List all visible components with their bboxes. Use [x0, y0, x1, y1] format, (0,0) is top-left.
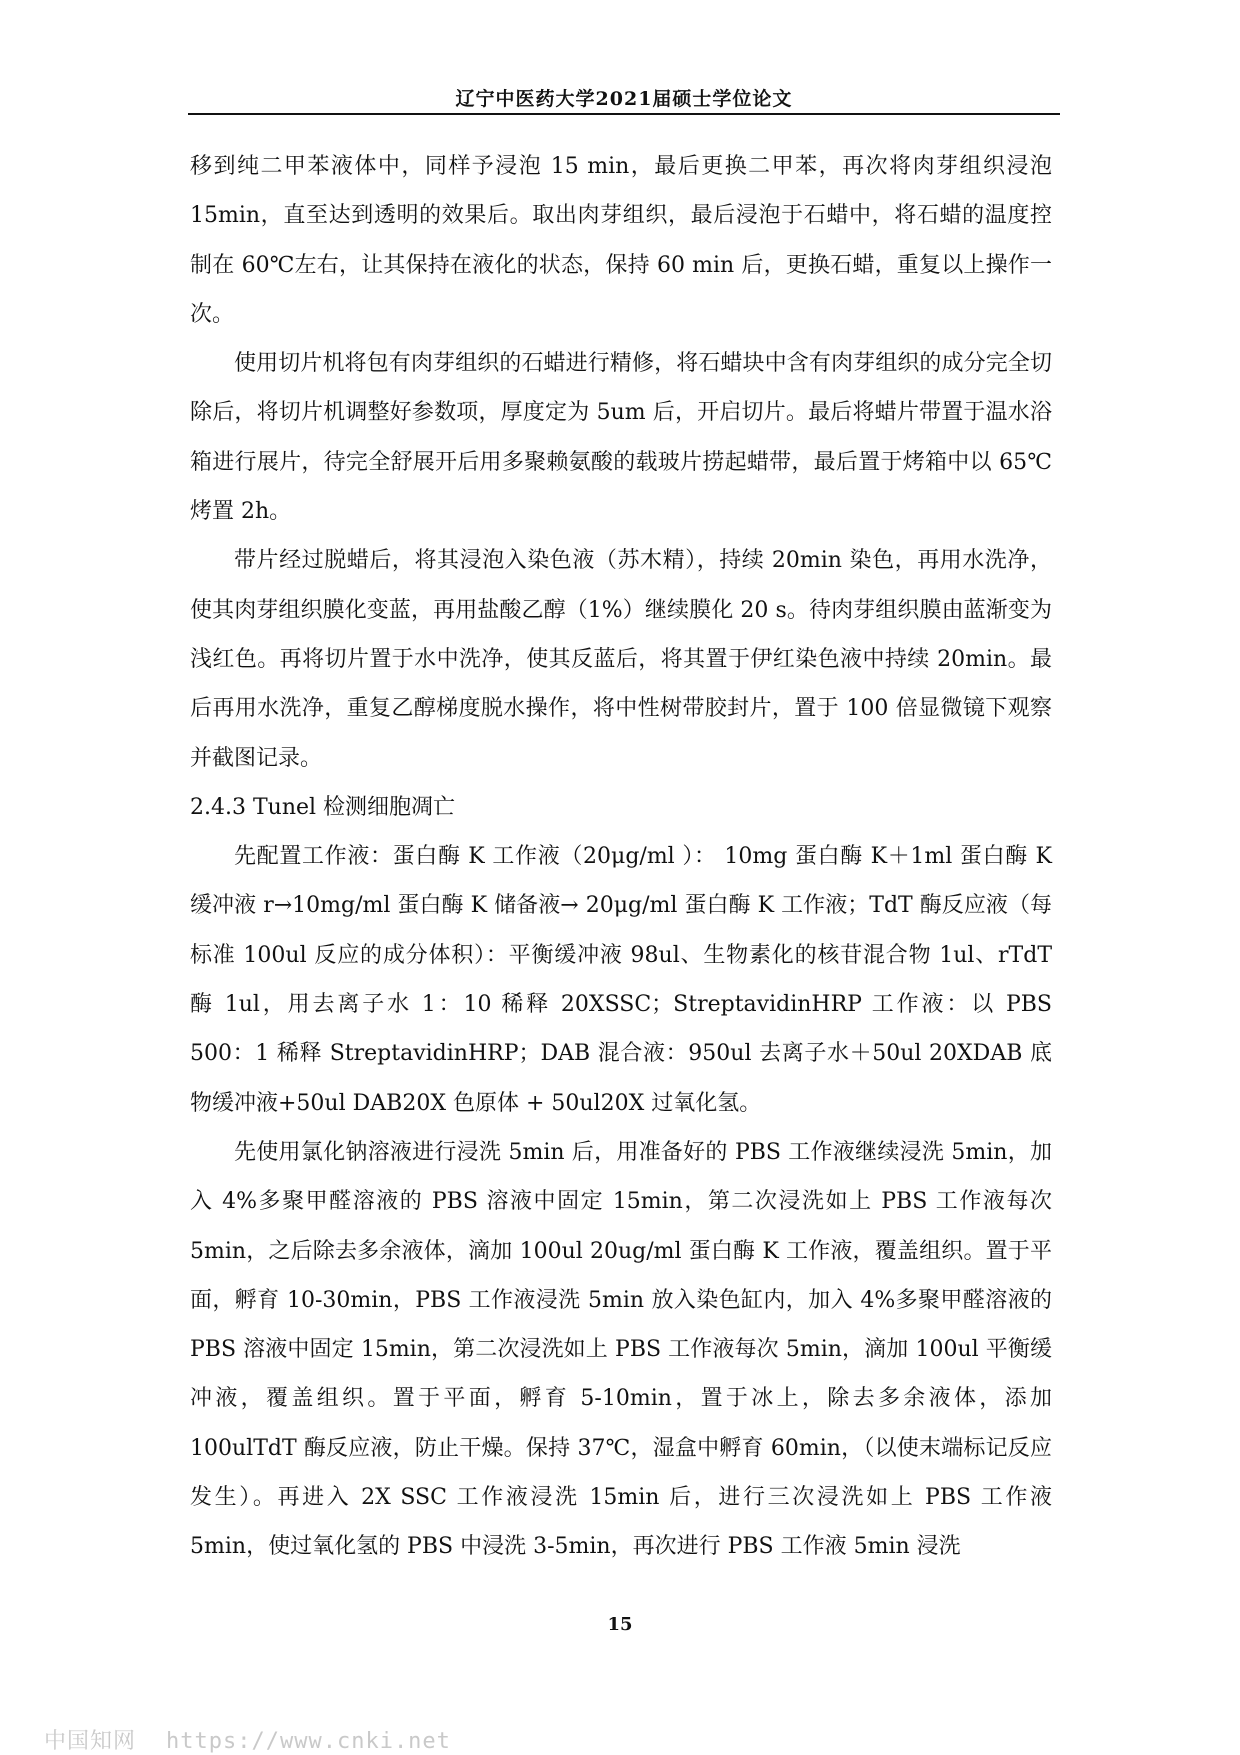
paragraph-3: 带片经过脱蜡后，将其浸泡入染色液（苏木精），持续 20min 染色，再用水洗净，使其肉芽组织膜化变蓝，再用盐酸乙醇（1%）继续膜化 20 s。待肉芽组织膜由蓝渐变为浅红色。再将切片置于水中洗净，使其反蓝后，将其置于伊红染色液中持续 20min。最后再用水洗净，重复乙醇梯度脱水操作，将中性树带胶封片，置于 100 倍显微镜下观察并截图记录。	[190, 548, 1052, 771]
running-header-title: 辽宁中医药大学2021届硕士学位论文	[455, 88, 793, 110]
section-heading-2-4-3: 2.4.3 Tunel 检测细胞凋亡	[190, 794, 456, 820]
paragraph-1: 移到纯二甲苯液体中，同样予浸泡 15 min，最后更换二甲苯，再次将肉芽组织浸泡 15min，直至达到透明的效果后。取出肉芽组织，最后浸泡于石蜡中，将石蜡的温度控制在 60℃左右，让其保持在液化的状态，保持 60 min 后，更换石蜡，重复以上操作一次。	[190, 154, 1052, 327]
paragraph-2: 使用切片机将包有肉芽组织的石蜡进行精修，将石蜡块中含有肉芽组织的成分完全切除后，将切片机调整好参数项，厚度定为 5um 后，开启切片。最后将蜡片带置于温水浴箱进行展片，待完全舒展开后用多聚赖氨酸的载玻片捞起蜡带，最后置于烤箱中以 65℃烤置 2h。	[190, 351, 1052, 525]
cnki-watermark	[44, 1724, 481, 1755]
watermark-url: https://www.cnki.net	[166, 1729, 451, 1754]
body-text	[190, 142, 1052, 1572]
watermark-brand: 中国知网	[44, 1729, 137, 1754]
header-rule	[188, 113, 1060, 115]
page-number: 15	[607, 1614, 633, 1635]
paragraph-4: 先配置工作液：蛋白酶 K 工作液（20μg/ml ）： 10mg 蛋白酶 K＋1ml 蛋白酶 K 缓冲液 r→10mg/ml 蛋白酶 K 储备液→ 20μg/ml 蛋白酶 K 工作液；TdT 酶反应液（每标准 100ul 反应的成分体积）：平衡缓冲液 98ul、生物素化的核苷混合物 1ul、rTdT 酶 1ul，用去离子水 1：10 稀释 20XSSC；StreptavidinHRP 工作液：以 PBS 500：1 稀释 StreptavidinHRP；DAB 混合液：950ul 去离子水＋50ul 20XDAB 底物缓冲液+50ul DAB20X 色原体 + 50ul20X 过氧化氢。	[190, 844, 1052, 1116]
paragraph-5: 先使用氯化钠溶液进行浸洗 5min 后，用准备好的 PBS 工作液继续浸洗 5min，加入 4%多聚甲醛溶液的 PBS 溶液中固定 15min，第二次浸洗如上 PBS 工作液每次 5min，之后除去多余液体，滴加 100ul 20ug/ml 蛋白酶 K 工作液，覆盖组织。置于平面，孵育 10-30min，PBS 工作液浸洗 5min 放入染色缸内，加入 4%多聚甲醛溶液的 PBS 溶液中固定 15min，第二次浸洗如上 PBS 工作液每次 5min，滴加 100ul 平衡缓冲液，覆盖组织。置于平面，孵育 5-10min，置于冰上，除去多余液体，添加 100ulTdT 酶反应液，防止干燥。保持 37℃，湿盒中孵育 60min，（以使末端标记反应发生）。再进入 2X SSC 工作液浸洗 15min 后，进行三次浸洗如上 PBS 工作液 5min，使过氧化氢的 PBS 中浸洗 3-5min，再次进行 PBS 工作液 5min 浸洗	[190, 1139, 1052, 1560]
